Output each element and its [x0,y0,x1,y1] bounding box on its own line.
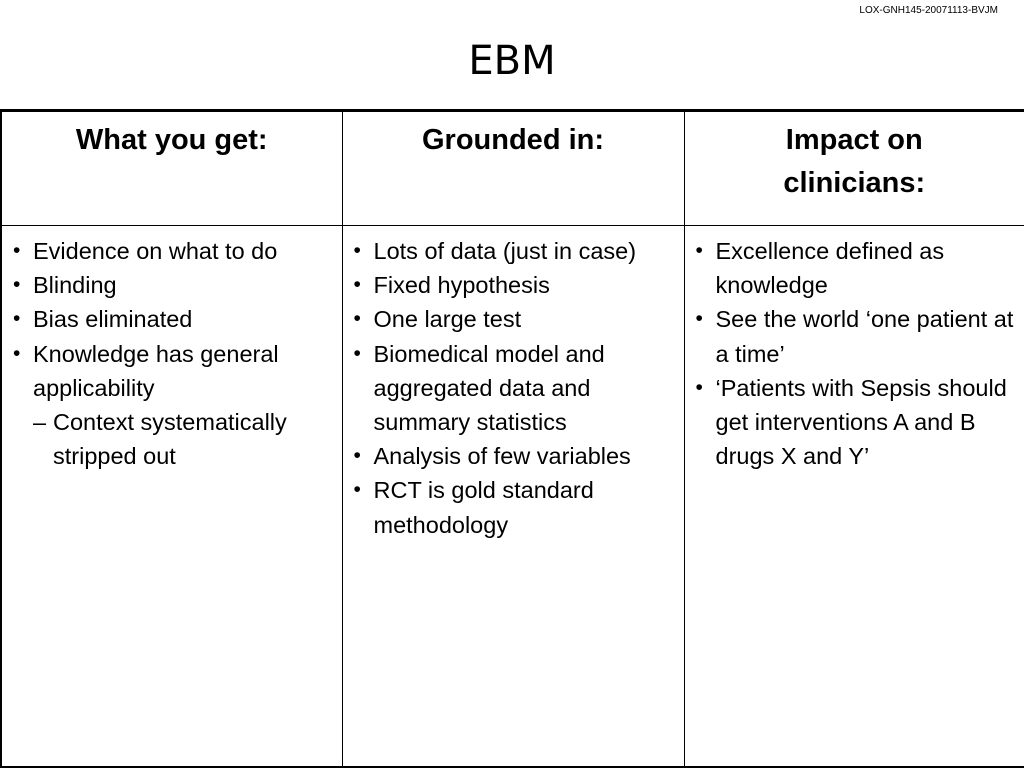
header-line: Impact on [785,124,923,156]
bullet-text: Blinding [33,272,117,299]
bullet-item [695,371,1015,474]
bullet-item [695,234,1015,302]
bullet-text: Biomedical model and aggregated data and summary statistics [373,340,605,436]
header-line: clinicians: [783,167,926,199]
bullet-item [353,439,674,473]
sub-bullet-item [33,405,332,473]
bullet-text: Knowledge has general applicability [33,340,279,401]
bullet-list [695,234,1015,473]
bullet-item [12,268,332,302]
header-what-you-get [1,111,342,226]
bullet-text: ‘Patients with Sepsis should get interventions A and B drugs X and Y’ [715,374,1007,470]
bullet-text: Lots of data (just in case) [373,238,637,264]
header-impact-on-clinicians [684,111,1024,226]
slide-code: LOX-GNH145-20071113-BVJM [859,5,998,16]
bullet-item [353,268,674,302]
header-line: Grounded in: [421,124,605,156]
sub-bullet-text: Context systematically stripped out [53,409,287,470]
bullet-text: Fixed hypothesis [373,272,550,299]
bullet-list [353,234,674,542]
bullet-item [12,234,332,268]
bullet-list [12,234,332,473]
column-what-you-get [1,226,342,768]
bullet-item [353,337,674,440]
bullet-item [353,473,674,541]
bullet-text: Analysis of few variables [373,443,631,470]
bullet-item [353,302,674,336]
column-impact-on-clinicians [684,226,1024,768]
bullet-item [12,337,332,474]
bullet-item [695,302,1015,370]
ebm-comparison-table [0,109,1024,768]
sub-bullet-list [33,405,332,473]
table-header-row [1,111,1024,226]
bullet-text: See the world ‘one patient at a time’ [715,306,1014,367]
slide-title: EBM [468,38,556,84]
header-grounded-in [342,111,684,226]
table-body-row [1,226,1024,768]
column-grounded-in [342,226,684,768]
header-line: What you get: [75,124,268,156]
bullet-text: One large test [373,306,522,333]
bullet-text: Evidence on what to do [33,238,278,264]
bullet-item [12,302,332,336]
bullet-item [353,234,674,268]
bullet-text: Excellence defined as knowledge [715,238,945,299]
bullet-text: Bias eliminated [33,306,193,333]
bullet-text: RCT is gold standard methodology [373,477,594,538]
